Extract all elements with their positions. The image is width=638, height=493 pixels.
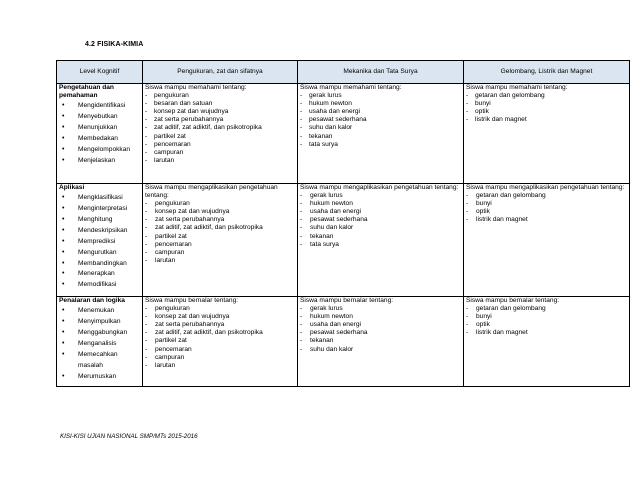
topic-cell — [143, 84, 298, 184]
section-title: 4.2 FISIKA-KIMIA — [85, 41, 144, 48]
topic-list — [300, 192, 463, 249]
topic-item: - getaran dan gelombang — [466, 92, 629, 100]
topic-item: - pencemaran — [145, 141, 297, 149]
kisi-kisi-table — [56, 60, 630, 387]
level-cell — [57, 184, 143, 297]
topic-intro: Siswa mampu bernalar tentang: — [466, 297, 560, 304]
skill-item: • Menjelaskan — [59, 156, 142, 167]
topic-item: - partikel zat — [145, 133, 297, 141]
topic-intro: Siswa mampu memahami tentang: — [145, 84, 247, 91]
skill-list — [59, 101, 142, 166]
topic-item: - zat aditif, zat adiktif, dan psikotropika — [145, 329, 297, 337]
skill-item: • Merumuskan — [59, 372, 142, 383]
topic-item: - listrik dan magnet — [466, 116, 629, 124]
topic-list — [466, 92, 629, 124]
topic-item: - partikel zat — [145, 233, 297, 241]
topic-item: - getaran dan gelombang — [466, 192, 629, 200]
topic-item: - konsep zat dan wujudnya — [145, 313, 297, 321]
skill-item: • Menggabungkan — [59, 328, 142, 339]
topic-cell — [298, 184, 464, 297]
header-mekanika: Mekanika dan Tata Surya — [298, 61, 464, 84]
topic-item: - usaha dan energi — [300, 108, 463, 116]
topic-item: - zat serta perubahannya — [145, 321, 297, 329]
topic-item: - gerak lurus — [300, 192, 463, 200]
topic-intro: Siswa mampu memahami tentang: — [466, 84, 568, 91]
topic-list — [145, 200, 297, 265]
topic-list — [300, 92, 463, 149]
level-cell — [57, 297, 143, 387]
topic-item: - campuran — [145, 149, 297, 157]
level-title: Penalaran dan logika — [59, 297, 125, 304]
skill-item: • Mengidentifikasi — [59, 101, 142, 112]
header-level-kognitif: Level Kognitif — [57, 61, 143, 84]
header-gelombang: Gelombang, Listrik dan Magnet — [464, 61, 630, 84]
topic-item: - besaran dan satuan — [145, 100, 297, 108]
skill-item: • Mengklasifikasi — [59, 193, 142, 204]
topic-item: - gerak lurus — [300, 92, 463, 100]
skill-list — [59, 193, 142, 291]
skill-item: • Memecahkan masalah — [59, 350, 142, 372]
topic-item: - partikel zat — [145, 337, 297, 345]
topic-item: - pencemaran — [145, 241, 297, 249]
topic-item: - listrik dan magnet — [466, 216, 629, 224]
topic-intro: Siswa mampu mengaplikasikan pengetahuan tentang: — [300, 184, 459, 191]
topic-item: - hukum newton — [300, 100, 463, 108]
table-row — [57, 297, 630, 387]
topic-item: - pesawat sederhana — [300, 216, 463, 224]
topic-item: - konsep zat dan wujudnya — [145, 108, 297, 116]
topic-item: - pesawat sederhana — [300, 329, 463, 337]
topic-item: - suhu dan kalor — [300, 224, 463, 232]
skill-item: • Mendeskripsikan — [59, 226, 142, 237]
topic-item: - tekanan — [300, 337, 463, 345]
skill-item: • Menemukan — [59, 306, 142, 317]
topic-list — [300, 305, 463, 354]
topic-item: - suhu dan kalor — [300, 346, 463, 354]
topic-item: - tata surya — [300, 241, 463, 249]
skill-item: • Memprediksi — [59, 237, 142, 248]
topic-item: - usaha dan energi — [300, 208, 463, 216]
topic-item: - zat serta perubahannya — [145, 216, 297, 224]
skill-item: • Menyimpulkan — [59, 317, 142, 328]
topic-cell — [298, 297, 464, 387]
skill-item: • Mengurutkan — [59, 248, 142, 259]
topic-item: - bunyi — [466, 313, 629, 321]
topic-cell — [143, 184, 298, 297]
topic-item: - tata surya — [300, 141, 463, 149]
topic-item: - pengukuran — [145, 305, 297, 313]
topic-list — [466, 305, 629, 337]
topic-cell — [298, 84, 464, 184]
skill-item: • Menganalisis — [59, 339, 142, 350]
skill-item: • Menginterpretasi — [59, 204, 142, 215]
topic-intro: Siswa mampu memahami tentang: — [300, 84, 402, 91]
topic-item: - larutan — [145, 157, 297, 165]
topic-intro: Siswa mampu mengaplikasikan pengetahuan tentang: — [466, 184, 625, 191]
topic-cell — [143, 297, 298, 387]
topic-item: - optik — [466, 108, 629, 116]
topic-intro: Siswa mampu mengaplikasikan pengetahuan tentang: — [145, 184, 278, 200]
topic-cell — [464, 184, 630, 297]
topic-cell — [464, 84, 630, 184]
level-cell — [57, 84, 143, 184]
topic-item: - larutan — [145, 257, 297, 265]
level-title: Pengetahuan dan pemahaman — [59, 84, 114, 100]
skill-item: • Mengelompokkan — [59, 145, 142, 156]
topic-item: - zat serta perubahannya — [145, 116, 297, 124]
topic-item: - listrik dan magnet — [466, 329, 629, 337]
skill-item: • Menghitung — [59, 215, 142, 226]
level-title: Aplikasi — [59, 184, 85, 191]
topic-item: - pencemaran — [145, 346, 297, 354]
topic-item: - pesawat sederhana — [300, 116, 463, 124]
topic-item: - zat aditif, zat adiktif, dan psikotropika — [145, 124, 297, 132]
topic-cell — [464, 297, 630, 387]
skill-item: • Membedakan — [59, 134, 142, 145]
header-pengukuran: Pengukuran, zat dan sifatnya — [143, 61, 298, 84]
skill-item: • Memodifikasi — [59, 280, 142, 291]
topic-item: - bunyi — [466, 200, 629, 208]
topic-list — [466, 192, 629, 224]
table-row — [57, 184, 630, 297]
topic-item: - campuran — [145, 249, 297, 257]
table-header-row — [57, 61, 630, 84]
skill-item: • Membandingkan — [59, 259, 142, 270]
topic-item: - konsep zat dan wujudnya — [145, 208, 297, 216]
topic-list — [145, 92, 297, 165]
topic-item: - getaran dan gelombang — [466, 305, 629, 313]
topic-item: - bunyi — [466, 100, 629, 108]
skill-item: • Menyebutkan — [59, 112, 142, 123]
topic-item: - hukum newton — [300, 313, 463, 321]
page-footer: KISI-KISI UJIAN NASIONAL SMP/MTs 2015-2016 — [60, 433, 198, 440]
skill-list — [59, 306, 142, 382]
topic-intro: Siswa mampu bernalar tentang: — [145, 297, 239, 304]
topic-item: - suhu dan kalor — [300, 124, 463, 132]
skill-item: • Menunjukkan — [59, 123, 142, 134]
topic-item: - tekanan — [300, 233, 463, 241]
skill-item: • Menerapkan — [59, 269, 142, 280]
table-row — [57, 84, 630, 184]
topic-item: - hukum newton — [300, 200, 463, 208]
topic-item: - zat aditif, zat adiktif, dan psikotropika — [145, 224, 297, 232]
topic-item: - optik — [466, 208, 629, 216]
topic-item: - pengukuran — [145, 200, 297, 208]
topic-item: - pengukuran — [145, 92, 297, 100]
topic-intro: Siswa mampu bernalar tentang: — [300, 297, 394, 304]
topic-item: - usaha dan energi — [300, 321, 463, 329]
topic-item: - tekanan — [300, 133, 463, 141]
topic-item: - larutan — [145, 362, 297, 370]
topic-list — [145, 305, 297, 370]
topic-item: - gerak lurus — [300, 305, 463, 313]
topic-item: - optik — [466, 321, 629, 329]
topic-item: - campuran — [145, 354, 297, 362]
